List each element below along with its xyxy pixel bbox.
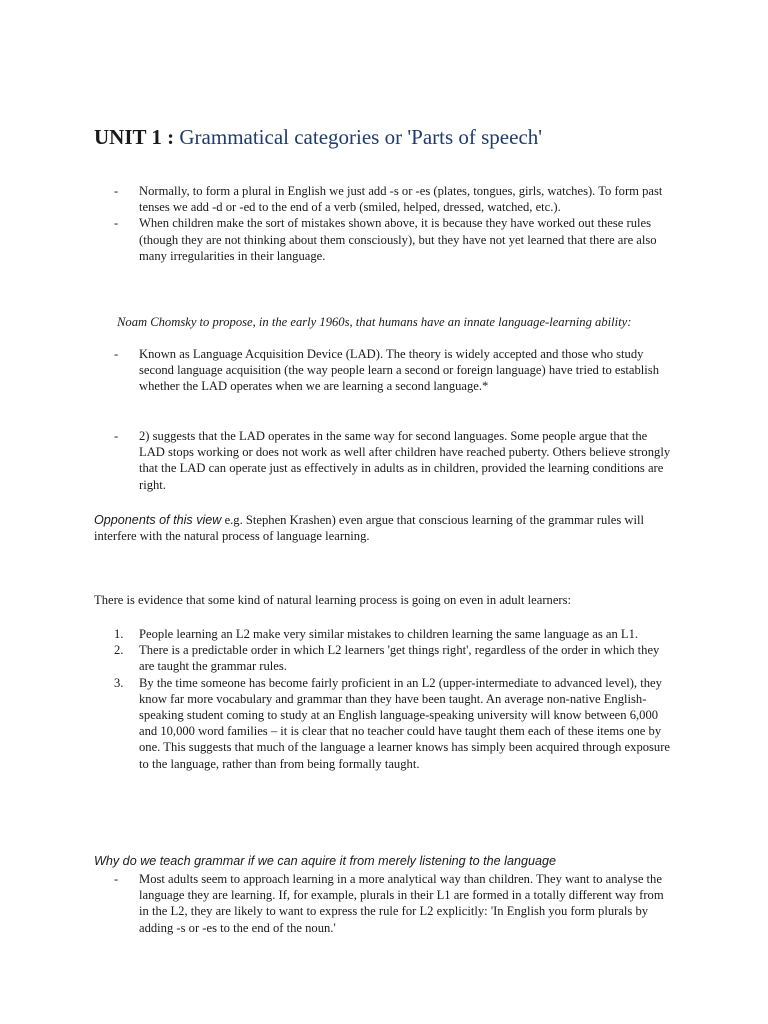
list-item: - 2) suggests that the LAD operates in the same way for second languages. Some people argue that the LAD stops working or does not work as well after children have reached puberty. Others believe strongly that the LAD can operate just as effectively in adults as in children, provided the learning conditions are right.	[114, 429, 671, 492]
plural-rules-list	[114, 183, 674, 264]
list-item: 1. People learning an L2 make very similar mistakes to children learning the same language as an L1.	[114, 627, 639, 641]
chomsky-intro: Noam Chomsky to propose, in the early 1960s, that humans have an innate language-learning ability:	[117, 315, 632, 329]
dash-marker: -	[114, 347, 119, 361]
number-marker: 2.	[114, 643, 124, 658]
list-item: 3. By the time someone has become fairly proficient in an L2 (upper-intermediate to advanced level), they know far more vocabulary and grammar than they have been taught. An average non-native English-speaking student coming to study at an English language-speaking university will know between 6,000 and 10,000 word families – it is clear that no teacher could have taught them each of these items one by one. This suggests that much of the language a learner knows has simply been acquired through exposure to the language, rather than from being formally taught.	[114, 675, 671, 771]
opponents-lead: Opponents of this view	[94, 513, 222, 527]
number-marker: 1.	[114, 627, 124, 641]
why-list	[114, 871, 674, 936]
list-item: - Normally, to form a plural in English we just add -s or -es (plates, tongues, girls, watches). To form past tenses we add -d or -ed to the end of a verb (smiled, helped, dressed, watched, etc.).	[114, 184, 663, 215]
unit-subtitle: Grammatical categories or 'Parts of speech'	[179, 125, 543, 149]
evidence-list	[114, 626, 674, 772]
page-title	[94, 123, 542, 151]
lad-second-language-list	[114, 428, 674, 493]
dash-marker: -	[114, 429, 119, 443]
list-item: - Known as Language Acquisition Device (LAD). The theory is widely accepted and those who study second language acquisition (the way people learn a second or foreign language) have tried to establish whether the LAD operates when we are learning a second language.*	[114, 347, 660, 394]
list-item: - When children make the sort of mistakes shown above, it is because they have worked out these rules (though they are not thinking about them consciously), but they have not yet learned that there are also many irregularities in their language.	[114, 216, 657, 263]
evidence-intro: There is evidence that some kind of natural learning process is going on even in adult learners:	[94, 593, 572, 607]
dash-marker: -	[114, 872, 119, 886]
dash-marker: -	[114, 184, 119, 198]
list-item: - Most adults seem to approach learning in a more analytical way than children. They want to analyse the language they are learning. If, for example, plurals in their L1 are formed in a totally different way from in the L2, they are likely to want to express the rule for L2 explicitly: 'In English you form plurals by adding -s or -es to the end of the noun.'	[114, 872, 664, 935]
opponents-paragraph: Opponents of this view e.g. Stephen Krashen) even argue that conscious learning of the grammar rules will interfere with the natural process of language learning.	[94, 513, 644, 544]
why-teach-grammar-heading: Why do we teach grammar if we can aquire it from merely listening to the language	[94, 854, 556, 868]
number-marker: 3.	[114, 675, 124, 690]
list-item: 2. There is a predictable order in which L2 learners 'get things right', regardless of the order in which they are taught the grammar rules.	[114, 643, 660, 674]
dash-marker: -	[114, 216, 119, 231]
unit-label: UNIT 1 :	[94, 125, 175, 149]
lad-list	[114, 346, 674, 395]
